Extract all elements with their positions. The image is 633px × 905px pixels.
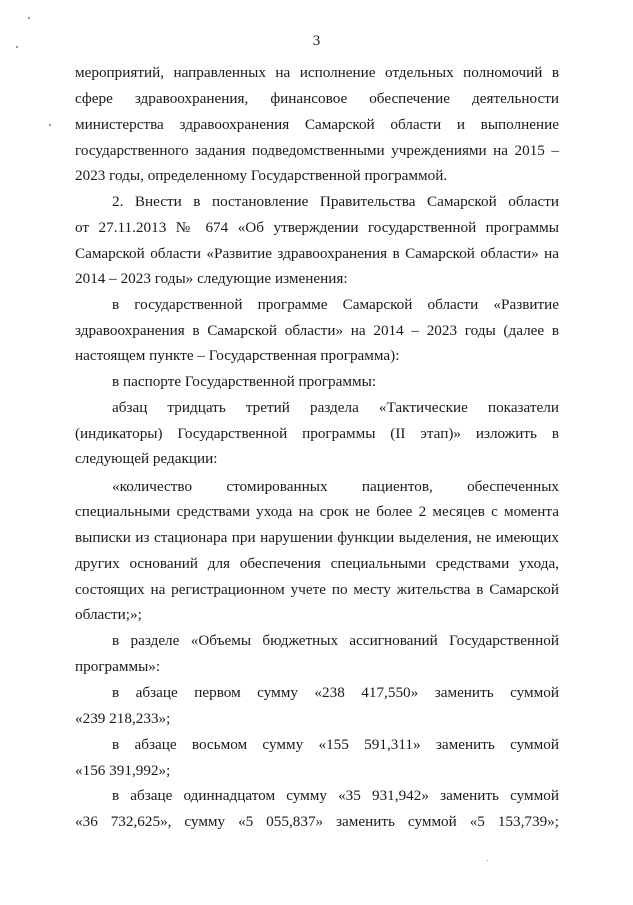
text-line: абзац тридцать третий раздела «Тактические показатели — [112, 399, 559, 416]
text-line: 2023 годы, определенному Государственной программой. — [75, 167, 448, 184]
text-line: в абзаце одиннадцатом сумму «35 931,942» заменить суммой — [112, 787, 559, 804]
text-line: 2. Внести в постановление Правительства Самарской области — [112, 193, 559, 210]
text-line: «количество стомированных пациентов, обеспеченных — [112, 478, 559, 495]
text-line: министерства здравоохранения Самарской области и выполнение — [75, 116, 559, 133]
text-line: области;»; — [75, 606, 142, 623]
text-line: (индикаторы) Государственной программы (II этап)» изложить в — [75, 425, 559, 442]
text-line: выписки из стационара при нарушении функции выделения, не имеющих — [75, 529, 559, 546]
scan-speck — [28, 17, 30, 19]
text-line: состоящих на регистрационном учете по месту жительства в Самарской — [75, 581, 559, 598]
text-line: «239 218,233»; — [75, 710, 171, 727]
text-line: программы»: — [75, 658, 161, 675]
text-line: сфере здравоохранения, финансовое обеспечение деятельности — [75, 90, 559, 107]
page-number: 3 — [312, 33, 321, 49]
text-line: в абзаце восьмом сумму «155 591,311» заменить суммой — [112, 736, 559, 753]
text-line: «156 391,992»; — [75, 762, 171, 779]
scan-speck — [16, 46, 18, 48]
text-line: в абзаце первом сумму «238 417,550» заменить суммой — [112, 684, 559, 701]
text-line: других оснований для обеспечения специальными средствами ухода, — [75, 555, 559, 572]
text-line: в государственной программе Самарской области «Развитие — [112, 296, 559, 313]
text-line: в разделе «Объемы бюджетных ассигнований Государственной — [112, 632, 559, 649]
text-line: специальными средствами ухода на срок не более 2 месяцев с момента — [75, 503, 559, 520]
text-line: государственного задания подведомственными учреждениями на 2015 – — [75, 142, 559, 159]
text-line: здравоохранения в Самарской области» на 2014 – 2023 годы (далее в — [75, 322, 559, 339]
text-line: следующей редакции: — [75, 450, 218, 467]
scan-speck — [49, 124, 51, 126]
scan-speck — [487, 860, 488, 861]
text-line: настоящем пункте – Государственная программа): — [75, 347, 400, 364]
text-line: от 27.11.2013 № 674 «Об утверждении государственной программы — [75, 219, 559, 236]
text-line: Самарской области «Развитие здравоохранения в Самарской области» на — [75, 245, 559, 262]
text-line: в паспорте Государственной программы: — [112, 373, 377, 390]
text-line: 2014 – 2023 годы» следующие изменения: — [75, 270, 348, 287]
text-line: «36 732,625», сумму «5 055,837» заменить суммой «5 153,739»; — [75, 813, 559, 830]
text-line: мероприятий, направленных на исполнение отдельных полномочий в — [75, 64, 559, 81]
